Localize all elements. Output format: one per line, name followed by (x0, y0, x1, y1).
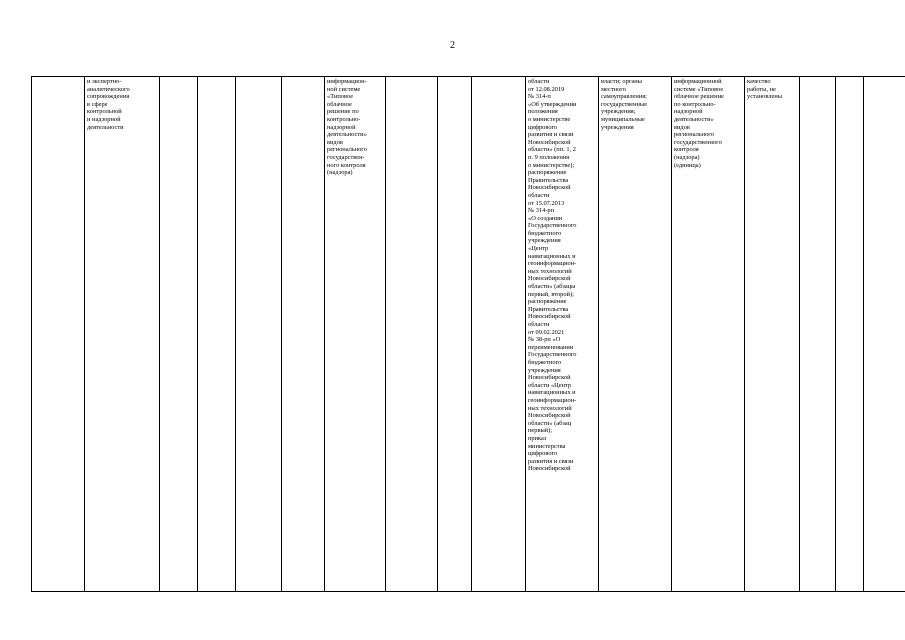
table-cell-10 (472, 77, 526, 592)
table-cell-12: власти; органы местного самоуправления; государственные учреждения; муниципальные учреждения (599, 77, 672, 592)
table-cell-13: информационной системе «Типовое облачное решение по контрольно- надзорной деятельности» видов регионального государственного контроля (надзора) (единица) (672, 77, 745, 592)
table-cell-3 (160, 77, 198, 592)
table-cell-7: информацион- ной системе «Типовое облачное решение по контрольно- надзорной деятельности» видов регионального государствен- ного контроля (надзора) (325, 77, 386, 592)
table-cell-14: качество работы, не установлены (745, 77, 800, 592)
table-row (32, 77, 905, 592)
table-cell-4 (198, 77, 236, 592)
table-cell-1 (32, 77, 85, 592)
table-cell-17 (864, 77, 905, 592)
table-cell-6 (282, 77, 325, 592)
table-cell-9 (438, 77, 472, 592)
table-cell-5 (236, 77, 282, 592)
document-table (31, 76, 905, 592)
page-number: 2 (450, 40, 455, 51)
table-cell-11: области от 12.08.2019 № 314-п «Об утверждении положения о министерстве цифрового развития и связи Новосибирской области» (пп. 1, 2 п. 9 положения о министерстве); распоряжение Правительства Новосибирской области от 15.07.2013 № 314-рп «О создании Государственного бюджетного учреждения «Центр навигационных и геоинформацион- ных технологий Новосибирской области» (абзацы первый, второй); распоряжение Правительства Новосибирской области от 09.02.2021 № 38-рп «О переименовании Государственного бюджетного учреждения Новосибирской области «Центр навигационных и геоинформацион- ных технологий Новосибирской области» (абзац первый); приказ министерства цифрового развития и связи Новосибирской (526, 77, 599, 592)
table-cell-2: и экспертно- аналитического сопровождения в сфере контрольной и надзорной деятельности (85, 77, 160, 592)
table-cell-16 (836, 77, 864, 592)
table-cell-15 (800, 77, 836, 592)
table-cell-8 (386, 77, 438, 592)
